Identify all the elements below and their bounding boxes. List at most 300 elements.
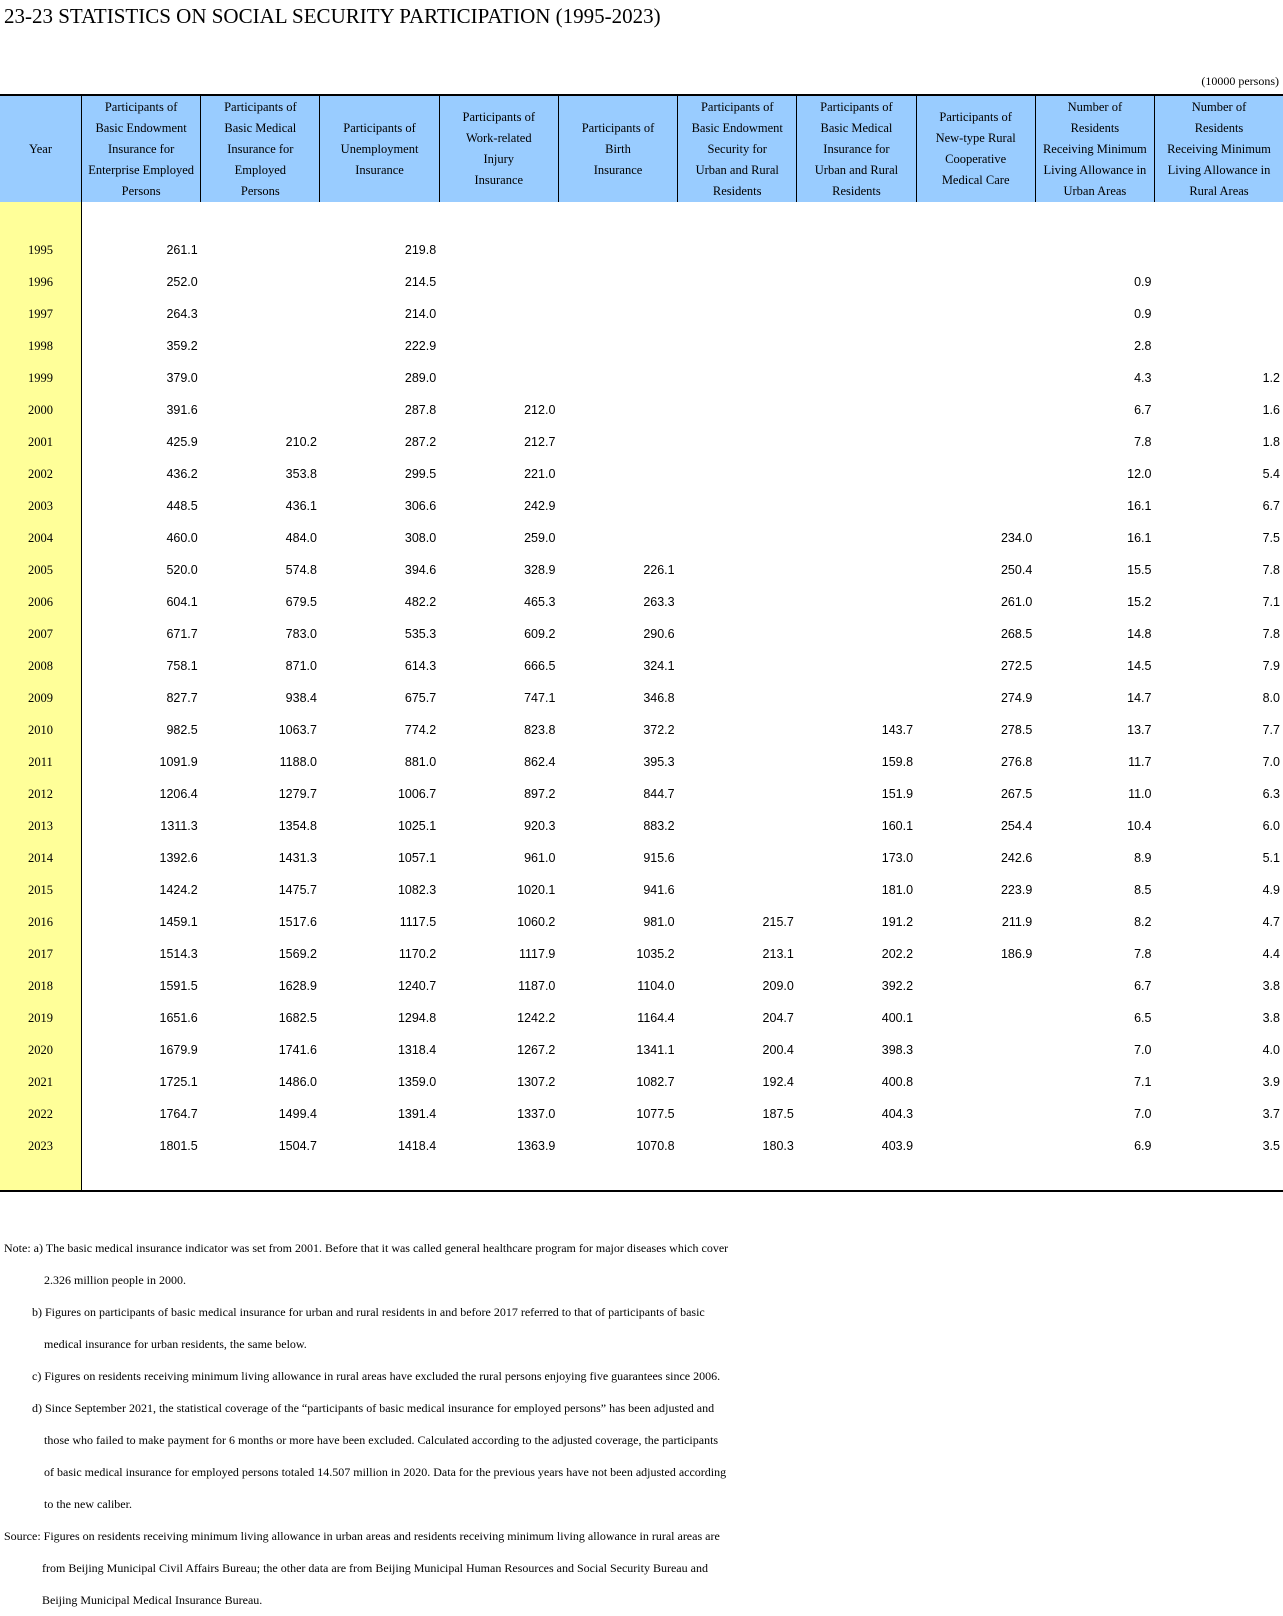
value-cell: 920.3 xyxy=(524,819,556,833)
column-header-line: Participants of xyxy=(104,99,178,114)
value-cell xyxy=(916,234,1035,266)
column-header-line: Receiving Minimum xyxy=(1167,141,1271,156)
value-cell xyxy=(797,394,916,426)
column-header-line: Residents xyxy=(1194,120,1244,135)
note-line: of basic medical insurance for employed persons totaled 14.507 million in 2020. Data for the previous years have not been adjusted according xyxy=(44,1465,727,1479)
value-cell xyxy=(678,490,797,522)
value-cell: 16.1 xyxy=(1127,531,1152,545)
column-header-line: Work-related xyxy=(465,131,532,145)
value-cell xyxy=(201,330,320,362)
value-cell xyxy=(1154,330,1283,362)
value-cell xyxy=(678,650,797,682)
table-row xyxy=(0,778,1283,810)
value-cell: 4.4 xyxy=(1262,947,1280,961)
column-header-line: Insurance xyxy=(474,173,524,187)
value-cell: 1591.5 xyxy=(159,979,198,993)
spacer-cell xyxy=(201,202,320,234)
value-cell: 1311.3 xyxy=(160,819,198,833)
value-cell: 609.2 xyxy=(524,627,556,641)
value-cell: 1294.8 xyxy=(397,1011,437,1025)
value-cell: 881.0 xyxy=(404,755,437,769)
value-cell: 210.2 xyxy=(285,435,317,449)
value-cell: 7.5 xyxy=(1262,531,1280,545)
value-cell: 1424.2 xyxy=(159,883,198,897)
value-cell: 1307.2 xyxy=(517,1075,556,1089)
column-header-line: Living Allowance in xyxy=(1167,162,1271,177)
value-cell: 12.0 xyxy=(1127,467,1152,481)
value-cell xyxy=(797,458,916,490)
column-header-line: Participants of xyxy=(939,110,1012,124)
spacer-cell xyxy=(1154,202,1283,234)
value-cell xyxy=(678,682,797,714)
value-cell: 460.0 xyxy=(166,531,198,545)
value-cell: 4.9 xyxy=(1262,883,1280,897)
value-cell xyxy=(916,458,1035,490)
value-cell xyxy=(797,330,916,362)
value-cell: 747.1 xyxy=(524,691,556,705)
note-line: those who failed to make payment for 6 months or more have been excluded. Calculated according to the adjusted coverage, the participants xyxy=(44,1433,719,1447)
value-cell: 1679.9 xyxy=(159,1043,198,1057)
value-cell xyxy=(678,714,797,746)
table-row xyxy=(0,362,1283,394)
value-cell xyxy=(678,458,797,490)
year-cell: 1996 xyxy=(0,266,82,298)
value-cell: 961.0 xyxy=(524,851,556,865)
value-cell: 827.7 xyxy=(166,691,198,705)
header-row xyxy=(0,95,1283,202)
column-header-line: Residents xyxy=(832,183,881,198)
value-cell xyxy=(678,778,797,810)
value-cell: 774.2 xyxy=(404,723,437,737)
value-cell: 7.1 xyxy=(1262,595,1280,609)
value-cell xyxy=(678,554,797,586)
value-cell xyxy=(439,234,558,266)
column-header-line: Insurance for xyxy=(107,141,175,156)
table-body xyxy=(0,202,1283,1191)
value-cell: 400.1 xyxy=(881,1011,914,1025)
value-cell xyxy=(558,234,677,266)
table-row xyxy=(0,618,1283,650)
value-cell xyxy=(678,746,797,778)
value-cell xyxy=(797,650,916,682)
value-cell: 1391.4 xyxy=(397,1107,437,1121)
value-cell: 5.4 xyxy=(1262,467,1280,481)
value-cell xyxy=(558,298,677,330)
value-cell: 213.1 xyxy=(762,947,794,961)
value-cell xyxy=(439,362,558,394)
value-cell: 290.6 xyxy=(643,627,675,641)
value-cell: 223.9 xyxy=(1000,883,1033,897)
column-header xyxy=(320,95,439,202)
value-cell: 261.0 xyxy=(1000,595,1033,609)
value-cell xyxy=(797,426,916,458)
value-cell: 353.8 xyxy=(285,467,317,481)
note-line: b) Figures on participants of basic medical insurance for urban and rural residents in and before 2017 referred to that of participants of basic xyxy=(32,1305,705,1319)
spacer-cell xyxy=(678,1162,797,1191)
year-cell: 2018 xyxy=(0,970,82,1002)
column-header-line: Receiving Minimum xyxy=(1042,141,1147,156)
value-cell xyxy=(916,970,1035,1002)
value-cell xyxy=(916,1002,1035,1034)
value-cell: 403.9 xyxy=(881,1139,914,1153)
value-cell: 242.6 xyxy=(1000,851,1033,865)
year-cell: 1998 xyxy=(0,330,82,362)
year-cell: 2011 xyxy=(0,746,82,778)
year-cell: 2023 xyxy=(0,1130,82,1162)
note-line: d) Since September 2021, the statistical coverage of the “participants of basic medical insurance for employed persons” has been adjusted and xyxy=(32,1401,715,1415)
value-cell: 14.5 xyxy=(1127,659,1152,673)
value-cell: 938.4 xyxy=(285,691,317,705)
column-header-line: Birth xyxy=(605,141,631,156)
value-cell: 3.8 xyxy=(1262,979,1280,993)
value-cell: 8.5 xyxy=(1134,883,1152,897)
value-cell: 1682.5 xyxy=(278,1011,317,1025)
value-cell xyxy=(439,266,558,298)
value-cell: 186.9 xyxy=(1000,947,1033,961)
value-cell: 226.1 xyxy=(643,563,675,577)
value-cell xyxy=(558,362,677,394)
value-cell: 219.8 xyxy=(404,243,437,257)
value-cell: 211.9 xyxy=(1001,915,1033,929)
value-cell: 252.0 xyxy=(166,275,198,289)
value-cell: 1035.2 xyxy=(636,947,675,961)
value-cell: 214.0 xyxy=(404,307,437,321)
value-cell: 278.5 xyxy=(1000,723,1033,737)
column-header xyxy=(916,95,1035,202)
value-cell xyxy=(797,266,916,298)
value-cell: 159.8 xyxy=(881,755,914,769)
column-header-line: Participants of xyxy=(820,99,893,114)
value-cell xyxy=(1154,298,1283,330)
value-cell: 202.2 xyxy=(881,947,914,961)
value-cell: 614.3 xyxy=(404,659,437,673)
value-cell: 261.1 xyxy=(166,243,198,257)
value-cell: 1341.1 xyxy=(636,1043,675,1057)
value-cell: 287.8 xyxy=(404,403,437,417)
value-cell: 574.8 xyxy=(285,563,317,577)
year-cell: 2012 xyxy=(0,778,82,810)
column-header-line: Participants of xyxy=(462,110,536,124)
value-cell: 871.0 xyxy=(285,659,317,673)
value-cell xyxy=(678,426,797,458)
source-line: from Beijing Municipal Civil Affairs Bureau; the other data are from Beijing Municipal Human Resources and Social Security Bureau and xyxy=(42,1561,708,1575)
spacer-cell xyxy=(320,202,439,234)
table-row xyxy=(0,234,1283,266)
column-header xyxy=(678,95,797,202)
value-cell: 1164.4 xyxy=(637,1011,675,1025)
value-cell: 1070.8 xyxy=(636,1139,675,1153)
value-cell: 187.5 xyxy=(762,1107,794,1121)
value-cell: 391.6 xyxy=(166,403,198,417)
year-cell: 2000 xyxy=(0,394,82,426)
value-cell: 679.5 xyxy=(285,595,317,609)
value-cell xyxy=(558,522,677,554)
table-row xyxy=(0,1066,1283,1098)
value-cell xyxy=(201,362,320,394)
value-cell: 143.7 xyxy=(881,723,914,737)
value-cell: 7.0 xyxy=(1134,1107,1152,1121)
value-cell xyxy=(916,426,1035,458)
value-cell: 1499.4 xyxy=(278,1107,317,1121)
value-cell: 1569.2 xyxy=(278,947,317,961)
value-cell: 7.1 xyxy=(1134,1075,1152,1089)
value-cell: 394.6 xyxy=(404,563,437,577)
value-cell xyxy=(797,522,916,554)
table-row xyxy=(0,810,1283,842)
value-cell: 7.8 xyxy=(1262,563,1280,577)
value-cell: 16.1 xyxy=(1127,499,1152,513)
year-cell: 1995 xyxy=(0,234,82,266)
value-cell xyxy=(678,874,797,906)
value-cell: 212.7 xyxy=(524,435,556,449)
year-cell: 2007 xyxy=(0,618,82,650)
statistics-table xyxy=(0,94,1283,1192)
value-cell: 392.2 xyxy=(881,979,914,993)
value-cell: 1242.2 xyxy=(517,1011,556,1025)
spacer-cell xyxy=(916,202,1035,234)
value-cell: 5.1 xyxy=(1262,851,1280,865)
spacer-row xyxy=(0,1162,1283,1191)
value-cell: 11.0 xyxy=(1128,787,1152,801)
value-cell: 8.9 xyxy=(1134,851,1152,865)
table-row xyxy=(0,682,1283,714)
value-cell: 1517.6 xyxy=(278,915,317,929)
value-cell: 1006.7 xyxy=(397,787,437,801)
spacer-cell xyxy=(320,1162,439,1191)
column-header-line: Residents xyxy=(1070,120,1120,135)
table-row xyxy=(0,874,1283,906)
value-cell: 6.5 xyxy=(1134,1011,1152,1025)
value-cell: 436.1 xyxy=(285,499,317,513)
value-cell: 1082.3 xyxy=(397,883,437,897)
column-header-line: Cooperative xyxy=(945,152,1007,166)
value-cell xyxy=(916,330,1035,362)
spacer-cell xyxy=(678,202,797,234)
note-line: 2.326 million people in 2000. xyxy=(44,1273,186,1287)
value-cell: 1082.7 xyxy=(636,1075,675,1089)
value-cell: 8.0 xyxy=(1262,691,1280,705)
value-cell: 1020.1 xyxy=(517,883,556,897)
year-cell: 2003 xyxy=(0,490,82,522)
value-cell xyxy=(797,586,916,618)
value-cell xyxy=(439,298,558,330)
value-cell: 264.3 xyxy=(166,307,198,321)
value-cell xyxy=(916,362,1035,394)
column-header-line: Participants of xyxy=(224,99,297,114)
spacer-cell xyxy=(82,1162,201,1191)
year-cell: 2014 xyxy=(0,842,82,874)
unit-label: (10000 persons) xyxy=(1201,74,1279,88)
spacer-cell xyxy=(0,202,82,234)
column-header-line: Participants of xyxy=(581,120,655,135)
value-cell xyxy=(558,490,677,522)
column-header-line: Residents xyxy=(712,183,762,198)
value-cell: 254.4 xyxy=(1000,819,1033,833)
table-row xyxy=(0,970,1283,1002)
value-cell xyxy=(678,362,797,394)
column-header xyxy=(201,95,320,202)
value-cell: 436.2 xyxy=(166,467,198,481)
value-cell: 263.3 xyxy=(643,595,675,609)
spacer-cell xyxy=(201,1162,320,1191)
table-row xyxy=(0,906,1283,938)
value-cell: 1801.5 xyxy=(159,1139,198,1153)
value-cell xyxy=(201,298,320,330)
value-cell xyxy=(201,394,320,426)
spacer-cell xyxy=(916,1162,1035,1191)
value-cell: 180.3 xyxy=(762,1139,794,1153)
value-cell: 259.0 xyxy=(524,531,556,545)
value-cell: 7.9 xyxy=(1262,659,1280,673)
value-cell xyxy=(797,554,916,586)
year-cell: 2022 xyxy=(0,1098,82,1130)
value-cell: 0.9 xyxy=(1134,307,1152,321)
column-header-line: Rural Areas xyxy=(1189,183,1249,198)
table-row xyxy=(0,1002,1283,1034)
value-cell xyxy=(916,298,1035,330)
column-header-line: Number of xyxy=(1191,99,1247,114)
value-cell: 215.7 xyxy=(762,915,794,929)
value-cell xyxy=(201,266,320,298)
value-cell xyxy=(916,490,1035,522)
value-cell: 308.0 xyxy=(404,531,437,545)
value-cell: 883.2 xyxy=(643,819,675,833)
table-row xyxy=(0,586,1283,618)
table-row xyxy=(0,298,1283,330)
note-line: c) Figures on residents receiving minimum living allowance in rural areas have excluded the rural persons enjoying five guarantees since 2006. xyxy=(32,1369,721,1383)
value-cell: 1337.0 xyxy=(517,1107,556,1121)
value-cell: 1104.0 xyxy=(637,979,675,993)
value-cell xyxy=(678,810,797,842)
table-row xyxy=(0,522,1283,554)
value-cell: 981.0 xyxy=(643,915,675,929)
column-header-line: Basic Medical xyxy=(224,120,297,135)
column-header-line: Participants of xyxy=(343,120,416,135)
value-cell: 425.9 xyxy=(166,435,198,449)
value-cell: 1117.9 xyxy=(519,947,556,961)
value-cell: 4.0 xyxy=(1262,1043,1280,1057)
value-cell xyxy=(1154,266,1283,298)
value-cell: 379.0 xyxy=(166,371,198,385)
value-cell: 1077.5 xyxy=(636,1107,675,1121)
column-header-line: Insurance for xyxy=(823,141,890,156)
value-cell xyxy=(797,234,916,266)
value-cell: 151.9 xyxy=(881,787,914,801)
table-row xyxy=(0,266,1283,298)
value-cell: 400.8 xyxy=(881,1075,914,1089)
spacer-cell xyxy=(558,1162,677,1191)
value-cell: 4.7 xyxy=(1262,915,1280,929)
value-cell: 1170.2 xyxy=(398,947,437,961)
value-cell: 8.2 xyxy=(1134,915,1152,929)
value-cell: 1354.8 xyxy=(278,819,317,833)
column-header-line: Participants of xyxy=(700,99,774,114)
spacer-cell xyxy=(1035,1162,1154,1191)
value-cell: 15.2 xyxy=(1127,595,1152,609)
value-cell: 448.5 xyxy=(166,499,198,513)
value-cell: 823.8 xyxy=(524,723,556,737)
value-cell: 10.4 xyxy=(1127,819,1152,833)
value-cell xyxy=(558,266,677,298)
value-cell: 1514.3 xyxy=(159,947,198,961)
value-cell: 222.9 xyxy=(404,339,437,353)
value-cell: 7.8 xyxy=(1262,627,1280,641)
value-cell xyxy=(1035,234,1154,266)
value-cell: 272.5 xyxy=(1000,659,1033,673)
table-row xyxy=(0,458,1283,490)
value-cell xyxy=(916,266,1035,298)
column-header-line: Persons xyxy=(121,183,161,198)
value-cell: 1060.2 xyxy=(517,915,556,929)
value-cell: 758.1 xyxy=(166,659,198,673)
value-cell: 214.5 xyxy=(404,275,437,289)
value-cell: 192.4 xyxy=(762,1075,794,1089)
value-cell xyxy=(916,1098,1035,1130)
column-header-line: Security for xyxy=(707,141,767,156)
table-row xyxy=(0,394,1283,426)
value-cell: 1.6 xyxy=(1262,403,1280,417)
table-row xyxy=(0,1098,1283,1130)
year-cell: 2015 xyxy=(0,874,82,906)
spacer-row xyxy=(0,202,1283,234)
value-cell: 844.7 xyxy=(643,787,675,801)
column-header-line: Basic Endowment xyxy=(691,120,783,135)
value-cell: 1651.6 xyxy=(159,1011,198,1025)
column-header-line: New-type Rural xyxy=(935,131,1016,145)
value-cell: 482.2 xyxy=(404,595,437,609)
column-header-line: Injury xyxy=(483,152,515,166)
column-header-line: Enterprise Employed xyxy=(88,162,195,177)
value-cell: 1363.9 xyxy=(517,1139,556,1153)
value-cell: 604.1 xyxy=(166,595,198,609)
value-cell: 1628.9 xyxy=(278,979,317,993)
value-cell: 346.8 xyxy=(643,691,675,705)
notes-section xyxy=(4,1232,804,1616)
value-cell: 1117.5 xyxy=(399,915,437,929)
year-cell: 2001 xyxy=(0,426,82,458)
table-row xyxy=(0,650,1283,682)
spacer-cell xyxy=(1154,1162,1283,1191)
value-cell: 1267.2 xyxy=(517,1043,556,1057)
value-cell xyxy=(678,618,797,650)
value-cell: 1418.4 xyxy=(397,1139,437,1153)
value-cell xyxy=(558,330,677,362)
value-cell: 7.8 xyxy=(1134,435,1152,449)
value-cell: 7.0 xyxy=(1134,1043,1152,1057)
year-cell: 1997 xyxy=(0,298,82,330)
value-cell: 6.7 xyxy=(1134,403,1152,417)
value-cell: 3.7 xyxy=(1262,1107,1280,1121)
value-cell: 160.1 xyxy=(881,819,914,833)
value-cell: 465.3 xyxy=(524,595,556,609)
value-cell: 191.2 xyxy=(881,915,914,929)
column-header-line: Insurance xyxy=(355,162,404,177)
column-header-line: Year xyxy=(28,141,53,156)
value-cell: 6.7 xyxy=(1262,499,1280,513)
year-cell: 2021 xyxy=(0,1066,82,1098)
value-cell: 520.0 xyxy=(166,563,198,577)
value-cell: 1459.1 xyxy=(159,915,198,929)
column-header xyxy=(797,95,916,202)
table-row xyxy=(0,490,1283,522)
column-header xyxy=(1035,95,1154,202)
year-cell: 2008 xyxy=(0,650,82,682)
year-cell: 2016 xyxy=(0,906,82,938)
value-cell: 173.0 xyxy=(881,851,914,865)
value-cell: 982.5 xyxy=(166,723,198,737)
spacer-cell xyxy=(558,202,677,234)
column-header-line: Basic Endowment xyxy=(95,120,187,135)
